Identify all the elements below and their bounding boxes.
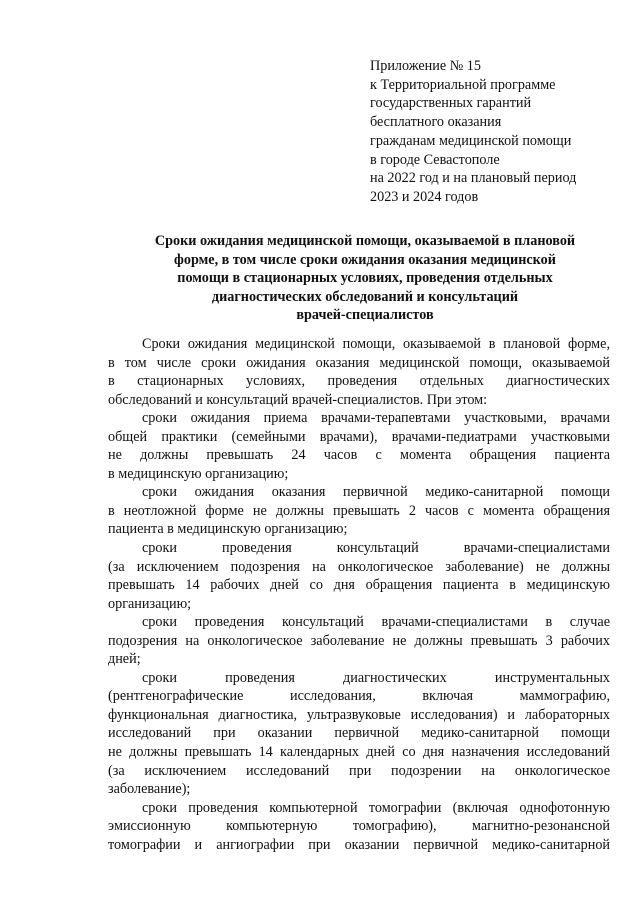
body-line: в медицинскую организацию; [108,465,289,482]
appendix-line: 2023 и 2024 годов [370,188,479,205]
body-paragraph [108,613,610,669]
body-line: в том числе сроки ожидания оказания медицинской помощи, оказываемой [108,354,610,371]
body-line: сроки проведения диагностических инструментальных [142,669,610,686]
body-paragraph [108,539,610,613]
title-line: диагностических обследований и консультаций [211,288,519,305]
body-line: эмиссионную компьютерную томографию), магнитно-резонансной [108,818,610,835]
body-line: (за исключением исследований при подозрении на онкологическое [108,762,610,779]
body-line: сроки проведения консультаций врачами-специалистами в случае [142,614,610,631]
body-line: в стационарных условиях, проведения отдельных диагностических [108,373,610,390]
body-paragraph [108,669,610,799]
body-line: (за исключением подозрения на онкологическое заболевание) не должны [108,558,610,575]
body-line: (рентгенографические исследования, включая маммографию, [108,688,610,705]
body-line: томографии и ангиографии при оказании первичной медико-санитарной [108,836,610,853]
title-line: Сроки ожидания медицинской помощи, оказываемой в плановой [154,233,576,249]
body-line: исследований при оказании первичной медико-санитарной помощи [108,725,610,742]
body-paragraph [108,335,610,409]
body-line: сроки проведения консультаций врачами-специалистами [142,540,610,557]
title-line: помощи в стационарных условиях, проведения отдельных [177,270,553,287]
body-line: не должны превышать 14 календарных дней со дня назначения исследований [108,744,610,761]
title-line: форме, в том числе сроки ожидания оказания медицинской [174,251,556,268]
appendix-line: бесплатного оказания [370,114,502,131]
body-paragraph [108,799,610,855]
appendix-line: в городе Севастополе [370,151,500,168]
body-line: обследований и консультаций врачей-специалистов. При этом: [108,391,488,408]
title-line: врачей-специалистов [296,307,434,324]
body-line: общей практики (семейными врачами), врачами-педиатрами участковыми [108,428,610,445]
document-title [110,232,620,325]
body-line: сроки ожидания оказания первичной медико-санитарной помощи [142,484,610,501]
body-line: подозрения на онкологическое заболевание не должны превышать 3 рабочих [108,632,610,649]
body-line: Сроки ожидания медицинской помощи, оказываемой в плановой форме, [142,336,610,352]
appendix-line: к Территориальной программе [370,76,556,93]
appendix-line: гражданам медицинской помощи [370,132,572,149]
body-line: пациента в медицинскую организацию; [108,521,348,538]
body-line: заболевание); [108,781,191,798]
appendix-line: на 2022 год и на плановый период [370,170,577,187]
appendix-header [370,57,610,207]
body-line: не должны превышать 24 часов с момента обращения пациента [108,447,610,464]
body-line: превышать 14 рабочих дней со дня обращения пациента в медицинскую [108,577,610,594]
body-line: дней; [108,651,141,668]
body-line: сроки ожидания приема врачами-терапевтами участковыми, врачами [142,410,610,427]
body-line: организацию; [108,595,192,612]
body-line: сроки проведения компьютерной томографии (включая однофотонную [142,799,610,816]
body-paragraph [108,483,610,539]
document-body [108,335,610,854]
appendix-line: государственных гарантий [370,95,532,112]
body-line: в неотложной форме не должны превышать 2 часов с момента обращения [108,502,610,519]
appendix-line: Приложение № 15 [370,58,481,74]
body-paragraph [108,409,610,483]
body-line: функциональная диагностика, ультразвуковые исследования) и лабораторных [108,706,610,723]
